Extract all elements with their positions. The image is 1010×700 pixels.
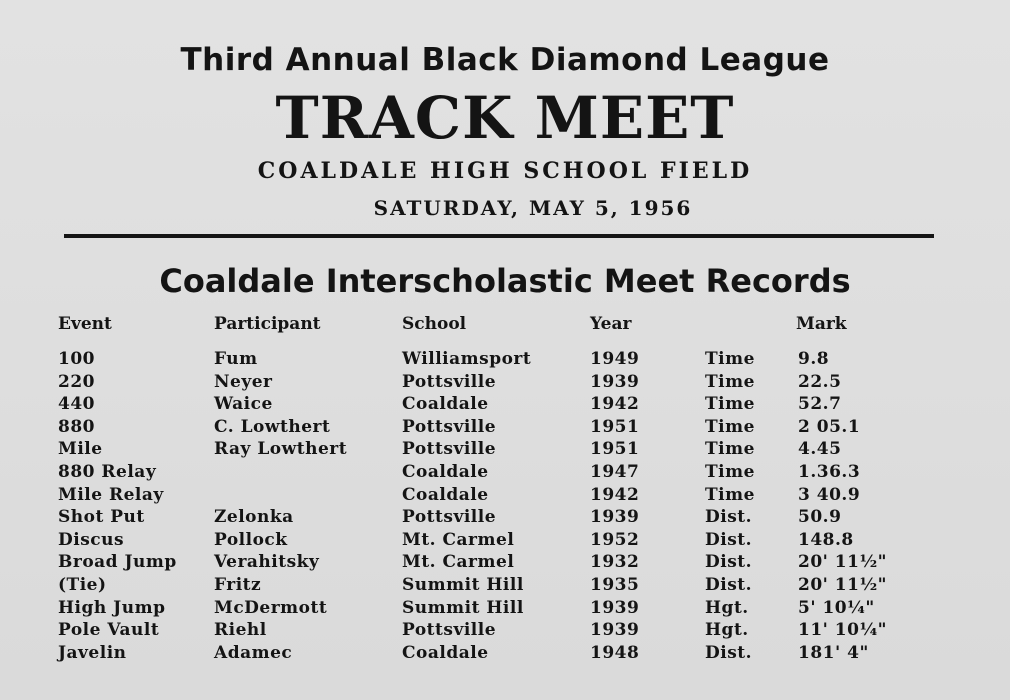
- record-mark-type: Dist.: [705, 529, 753, 550]
- record-event: Shot Put: [58, 507, 145, 528]
- record-event: Discus: [58, 529, 125, 550]
- record-mark-type: Dist.: [705, 642, 753, 663]
- record-mark: 20' 11½": [798, 575, 888, 595]
- record-year: 1949: [590, 349, 640, 369]
- record-event: Pole Vault: [58, 620, 160, 641]
- record-mark-type: Hgt.: [705, 597, 749, 618]
- record-mark-type: Time: [705, 416, 755, 437]
- record-school: Coaldale: [402, 462, 489, 482]
- record-school: Pottsville: [402, 620, 497, 641]
- record-school: Mt. Carmel: [402, 552, 515, 573]
- record-participant: Adamec: [214, 642, 293, 663]
- record-mark-type: Dist.: [705, 575, 753, 595]
- record-school: Mt. Carmel: [402, 529, 515, 550]
- record-event: 440: [58, 394, 95, 415]
- record-mark: 181' 4": [798, 642, 869, 663]
- record-mark: 52.7: [798, 394, 842, 415]
- record-mark-type: Time: [705, 394, 755, 415]
- record-school: Coaldale: [402, 484, 489, 505]
- record-mark-type: Hgt.: [705, 620, 749, 641]
- record-school: Summit Hill: [402, 597, 524, 618]
- record-year: 1951: [590, 439, 640, 460]
- record-event: 880: [58, 416, 95, 437]
- column-header-year: Year: [590, 314, 632, 334]
- record-year: 1939: [590, 597, 640, 618]
- record-mark-type: Time: [705, 349, 755, 369]
- record-event: 220: [58, 371, 95, 392]
- record-mark-type: Time: [705, 484, 755, 505]
- record-school: Williamsport: [402, 349, 532, 369]
- records-title: Coaldale Interscholastic Meet Records: [159, 262, 851, 300]
- record-participant: Pollock: [214, 529, 288, 550]
- record-year: 1942: [590, 394, 640, 415]
- event-series-heading: Third Annual Black Diamond League: [180, 42, 830, 78]
- record-year: 1951: [590, 416, 640, 437]
- date-line: SATURDAY, MAY 5, 1956: [373, 196, 693, 220]
- record-event: 880 Relay: [58, 462, 157, 482]
- record-year: 1932: [590, 552, 640, 573]
- record-mark: 9.8: [798, 349, 830, 369]
- record-participant: Waice: [214, 394, 273, 415]
- record-participant: C. Lowthert: [214, 416, 331, 437]
- horizontal-divider: [64, 234, 934, 238]
- record-participant: Fritz: [214, 575, 262, 595]
- record-participant: Neyer: [214, 371, 273, 392]
- record-school: Coaldale: [402, 394, 489, 415]
- record-event: High Jump: [58, 597, 166, 618]
- record-participant: Verahitsky: [214, 552, 320, 573]
- record-participant: Ray Lowthert: [214, 439, 348, 460]
- record-year: 1939: [590, 507, 640, 528]
- column-header-mark: Mark: [796, 314, 847, 334]
- record-school: Summit Hill: [402, 575, 524, 595]
- record-mark-type: Dist.: [705, 552, 753, 573]
- record-mark: 2 05.1: [798, 416, 861, 437]
- record-mark-type: Dist.: [705, 507, 753, 528]
- record-mark: 3 40.9: [798, 484, 861, 505]
- record-mark-type: Time: [705, 462, 755, 482]
- record-mark: 22.5: [798, 371, 842, 392]
- record-event: 100: [58, 349, 95, 369]
- record-event: (Tie): [58, 575, 107, 595]
- record-participant: McDermott: [214, 597, 328, 618]
- record-event: Javelin: [58, 642, 127, 663]
- record-mark: 4.45: [798, 439, 842, 460]
- record-year: 1939: [590, 371, 640, 392]
- record-year: 1948: [590, 642, 640, 663]
- record-mark: 5' 10¼": [798, 597, 875, 618]
- record-school: Pottsville: [402, 507, 497, 528]
- record-mark-type: Time: [705, 371, 755, 392]
- record-school: Pottsville: [402, 439, 497, 460]
- column-header-school: School: [402, 314, 467, 334]
- record-participant: Riehl: [214, 620, 267, 641]
- record-mark-type: Time: [705, 439, 755, 460]
- record-participant: Zelonka: [214, 507, 294, 528]
- record-year: 1947: [590, 462, 640, 482]
- record-participant: Fum: [214, 349, 258, 369]
- column-header-participant: Participant: [214, 314, 321, 334]
- record-event: Mile: [58, 439, 103, 460]
- record-school: Pottsville: [402, 416, 497, 437]
- record-school: Pottsville: [402, 371, 497, 392]
- record-mark: 148.8: [798, 529, 854, 550]
- record-mark: 11' 10¼": [798, 620, 888, 641]
- record-mark: 20' 11½": [798, 552, 888, 573]
- record-event: Broad Jump: [58, 552, 177, 573]
- page-title: TRACK MEET: [275, 84, 735, 152]
- record-year: 1942: [590, 484, 640, 505]
- record-school: Coaldale: [402, 642, 489, 663]
- record-year: 1952: [590, 529, 640, 550]
- record-mark: 1.36.3: [798, 462, 861, 482]
- record-mark: 50.9: [798, 507, 842, 528]
- record-event: Mile Relay: [58, 484, 164, 505]
- record-year: 1939: [590, 620, 640, 641]
- column-header-event: Event: [58, 314, 112, 334]
- venue-line: COALDALE HIGH SCHOOL FIELD: [257, 158, 753, 184]
- record-year: 1935: [590, 575, 640, 595]
